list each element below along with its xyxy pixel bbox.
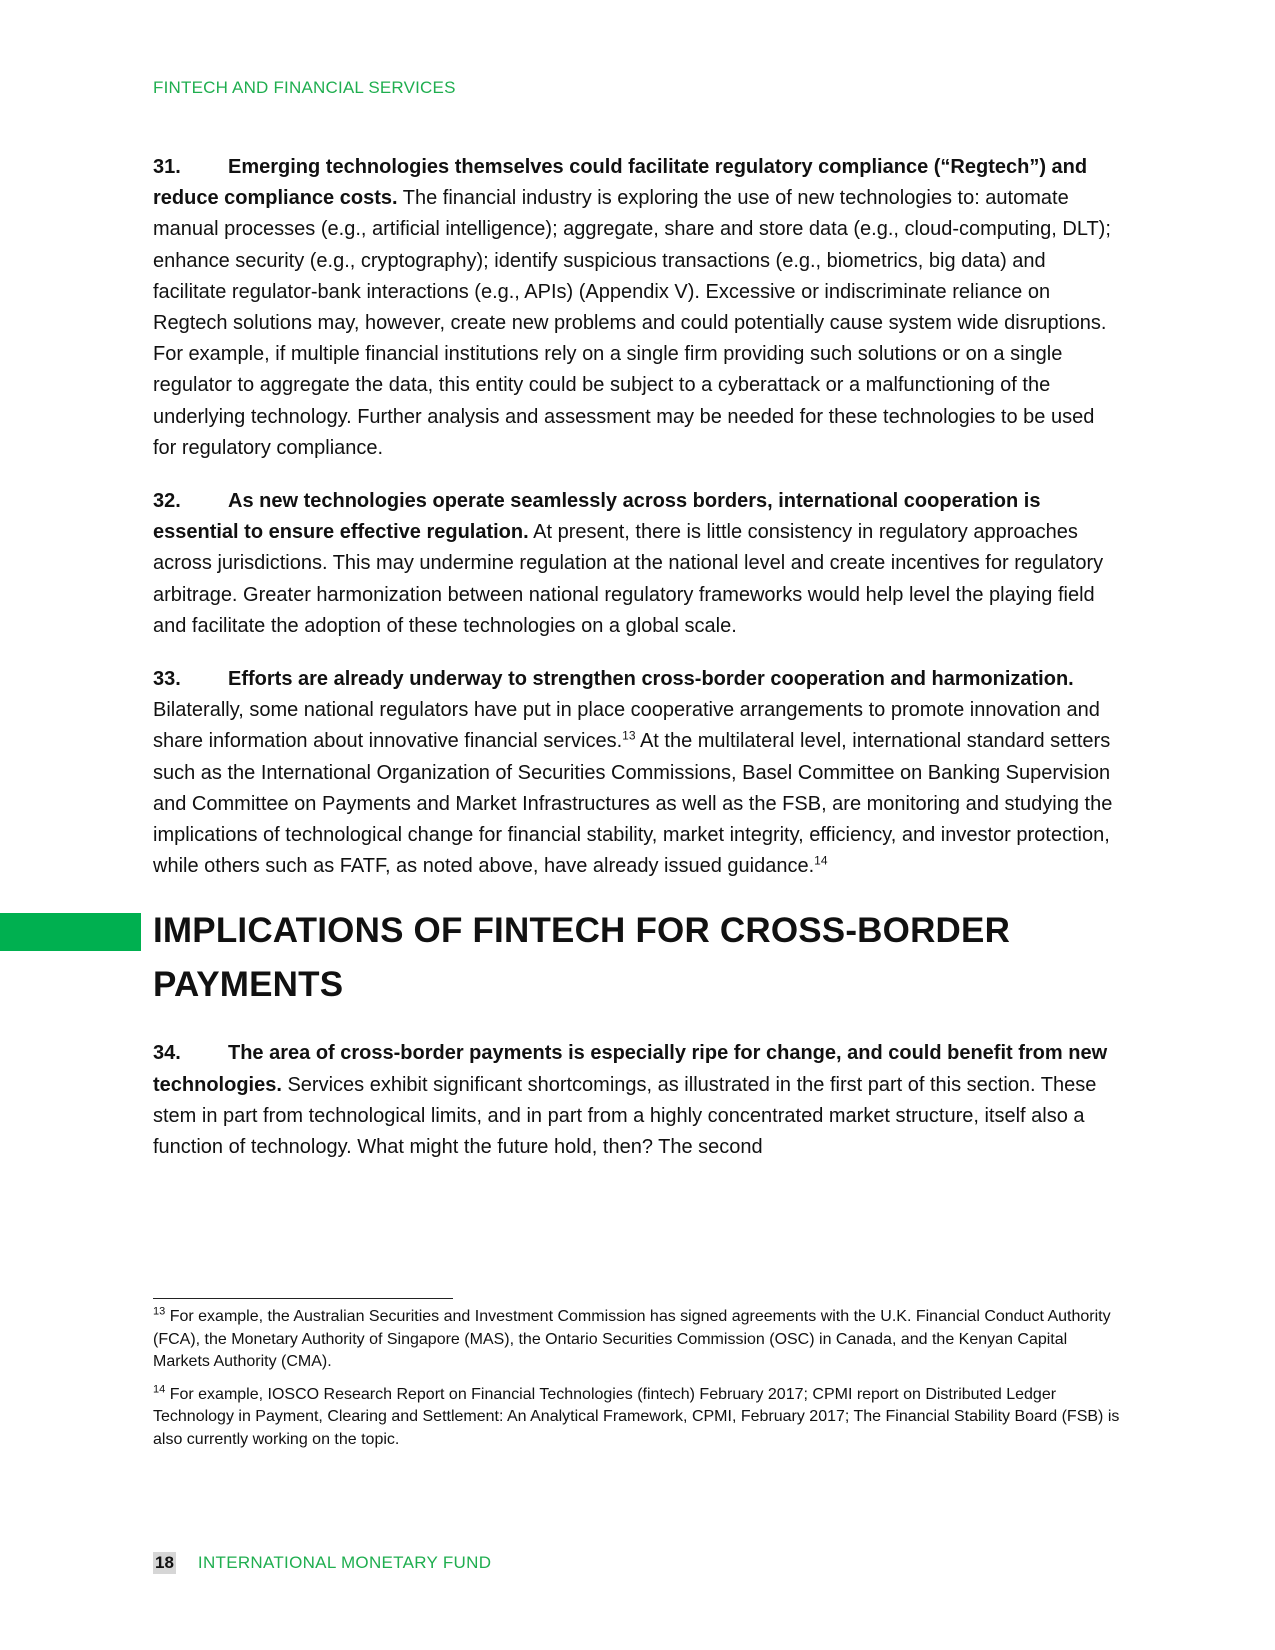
paragraph-32 (153, 486, 1123, 642)
paragraph-lead: Emerging technologies themselves could facilitate regulatory compliance (“Regtech”) and reduce compliance costs. (153, 156, 1088, 210)
paragraph-body: Services exhibit significant shortcomings, as illustrated in the first part of this section. These stem in part from technological limits, and in part from a highly concentrated market structure, itself also a function of technology. What might the future hold, then? The second (153, 1073, 1097, 1159)
main-content (153, 152, 1123, 1185)
publisher-name: INTERNATIONAL MONETARY FUND (197, 1553, 492, 1572)
footnote-marker: 13 (153, 1305, 166, 1318)
paragraph-34 (153, 1038, 1123, 1163)
paragraph-33 (153, 664, 1123, 882)
footnotes (153, 1306, 1128, 1461)
footnote-separator (153, 1298, 453, 1299)
section-accent-bar (0, 913, 141, 951)
paragraph-body-continued: At the multilateral level, international standard setters such as the International Organization of Securities Commissions, Basel Committee on Banking Supervision and Committee on Payments and Market Infrastructures as well as the FSB, are monitoring and studying the implications of technological change for financial stability, market integrity, efficiency, and investor protection, while others such as FATF, as noted above, have already issued guidance. (153, 730, 1113, 878)
footnote-text: For example, the Australian Securities and Investment Commission has signed agreements with the U.K. Financial Conduct Authority (FCA), the Monetary Authority of Singapore (MAS), the Ontario Securities Commission (OSC) in Canada, and the Kenyan Capital Markets Authority (CMA). (153, 1308, 1111, 1370)
page-number: 18 (155, 1553, 174, 1572)
paragraph-number: 34. (153, 1042, 181, 1065)
paragraph-body: Bilaterally, some national regulators have put in place cooperative arrangements to promote innovation and share information about innovative financial services. (153, 699, 1100, 753)
paragraph-lead: As new technologies operate seamlessly across borders, international cooperation is essential to ensure effective regulation. (153, 490, 1041, 544)
paragraph-number: 33. (153, 668, 181, 691)
section-header (153, 904, 1123, 1012)
footnote-ref-13[interactable]: 13 (622, 728, 636, 743)
footnote-13 (153, 1306, 1128, 1374)
page-footer (153, 1552, 491, 1574)
footnote-14 (153, 1384, 1128, 1452)
paragraph-31 (153, 152, 1123, 464)
footnote-text: For example, IOSCO Research Report on Financial Technologies (fintech) February 2017; CPMI report on Distributed Ledger Technology in Payment, Clearing and Settlement: An Analytical Framework, CPMI, February 2017; The Financial Stability Board (FSB) is also currently working on the topic. (153, 1385, 1120, 1448)
paragraph-number: 31. (153, 156, 181, 178)
paragraph-lead: Efforts are already underway to strengthen cross-border cooperation and harmonization. (228, 668, 1074, 691)
paragraph-lead: The area of cross-border payments is especially ripe for change, and could benefit from new technologies. (153, 1042, 1108, 1096)
running-header: FINTECH AND FINANCIAL SERVICES (153, 78, 456, 97)
paragraph-number: 32. (153, 490, 181, 513)
paragraph-body: The financial industry is exploring the use of new technologies to: automate manual processes (e.g., artificial intelligence); aggregate, share and store data (e.g., cloud-computing, DLT); enhance security (e.g., cryptography); identify suspicious transactions (e.g., biometrics, big data) and facilitate regulator-bank interactions (e.g., APIs) (Appendix V). Excessive or indiscriminate reliance on Regtech solutions may, however, create new problems and could potentially cause system wide disruptions. For example, if multiple financial institutions rely on a single firm providing such solutions or on a single regulator to aggregate the data, this entity could be subject to a cyberattack or a malfunctioning of the underlying technology. Further analysis and assessment may be needed for these technologies to be used for regulatory compliance. (153, 187, 1111, 459)
footnote-marker: 14 (153, 1383, 166, 1396)
paragraph-body: At present, there is little consistency in regulatory approaches across jurisdictions. This may undermine regulation at the national level and create incentives for regulatory arbitrage. Greater harmonization between national regulatory frameworks would help level the playing field and facilitate the adoption of these technologies on a global scale. (153, 521, 1104, 637)
section-heading: IMPLICATIONS OF FINTECH FOR CROSS-BORDER PAYMENTS (153, 911, 1011, 1005)
footnote-ref-14[interactable]: 14 (814, 853, 828, 868)
